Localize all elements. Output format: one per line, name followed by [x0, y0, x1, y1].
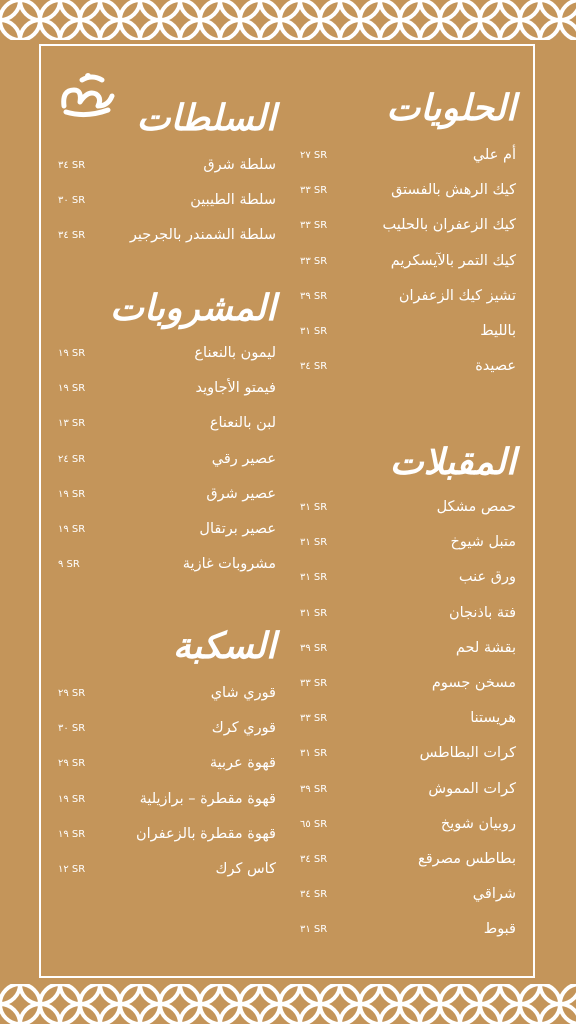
menu-item-name: عصير شرق — [206, 485, 276, 502]
menu-item-name: مشروبات غازية — [182, 556, 276, 573]
menu-item-name: قهوة مقطرة بالزعفران — [135, 825, 276, 842]
menu-item-price: ٣٤ SR — [58, 230, 86, 242]
left-section-heading-1: المشروبات — [109, 287, 276, 329]
menu-item-name: أم علي — [472, 147, 516, 163]
menu-item-name: كيك الزعفران بالحليب — [382, 217, 516, 234]
menu-item-price: ١٩ SR — [58, 828, 86, 840]
menu-item-name: كيك التمر بالآيسكريم — [390, 252, 516, 269]
menu-item-name: كرات البطاطس — [419, 745, 516, 762]
menu-item-name: حمص مشكل — [436, 499, 516, 515]
menu-item-price: ٢٩ SR — [58, 688, 86, 699]
menu-item-price: ١٩ SR — [58, 793, 86, 805]
menu-item-price: ٩ SR — [58, 559, 80, 571]
menu-item-price: ٣٤ SR — [58, 160, 86, 171]
menu-item-name: لبن بالنعناع — [209, 415, 276, 432]
menu-item-name: سلطة الطيبين — [190, 192, 276, 209]
menu-item-price: ٣٩ SR — [300, 783, 328, 795]
menu-item-name: ورق عنب — [458, 569, 516, 586]
left-section-heading-0: السلطات — [136, 97, 276, 139]
menu-item-name: كرات المموش — [428, 780, 516, 797]
menu-item-name: ليمون بالنعناع — [194, 345, 276, 361]
menu-item-price: ٣١ SR — [300, 326, 328, 337]
menu-item-name: بالليط — [480, 323, 516, 339]
brand-logo — [58, 68, 118, 120]
menu-item-name: فيمتو الأجاويد — [195, 380, 276, 397]
menu-item-price: ٣١ SR — [300, 748, 328, 760]
menu-item-price: ٣٣ SR — [300, 185, 328, 197]
menu-item-name: شراقي — [472, 886, 516, 903]
menu-item-price: ٣١ SR — [300, 607, 328, 619]
pattern-border-bottom — [0, 984, 576, 1024]
menu-item-price: ٣١ SR — [300, 502, 328, 513]
menu-item-name: بقشة لحم — [455, 639, 516, 656]
menu-item-price: ٣٩ SR — [300, 642, 328, 654]
pattern-border-top — [0, 0, 576, 40]
menu-item-price: ٣٣ SR — [300, 255, 328, 267]
menu-item-price: ٣١ SR — [300, 924, 328, 936]
menu-item-price: ١٩ SR — [58, 524, 86, 535]
menu-item-price: ١٩ SR — [58, 488, 86, 500]
menu-item-price: ٦٥ SR — [300, 818, 328, 830]
menu-item-name: روبيان شويخ — [440, 815, 516, 832]
menu-item-price: ١٢ SR — [58, 864, 86, 875]
menu-item-price: ٣٤ SR — [300, 854, 328, 865]
menu-item-price: ٣٩ SR — [300, 290, 328, 302]
menu-item-name: هريستنا — [470, 710, 516, 727]
menu-item-name: عصيدة — [475, 358, 516, 375]
menu-item-price: ٣٣ SR — [300, 678, 328, 689]
menu-item-name: قوري كرك — [211, 720, 276, 737]
menu-item-price: ١٩ SR — [58, 383, 86, 395]
menu-item-name: متبل شيوخ — [450, 534, 516, 551]
menu-item-price: ٣٠ SR — [58, 723, 86, 735]
menu-item-name: كيك الرهش بالفستق — [391, 182, 516, 199]
menu-item-name: قهوة عربية — [209, 755, 276, 772]
menu-item-name: كاس كرك — [215, 861, 276, 877]
menu-item-price: ٣٣ SR — [300, 220, 328, 232]
menu-item-price: ٣٣ SR — [300, 713, 328, 725]
menu-item-name: بطاطس مصرقع — [418, 851, 516, 867]
left-section-heading-2: السكبة — [172, 625, 276, 667]
right-section-heading-1: المقبلات — [389, 441, 516, 483]
menu-item-price: ٣٠ SR — [58, 195, 86, 207]
menu-item-price: ٣١ SR — [300, 572, 328, 584]
menu-item-name: قبوط — [483, 921, 516, 938]
right-section-heading-0: الحلويات — [386, 87, 516, 129]
menu-item-name: سلطة الشمندر بالجرجير — [129, 227, 276, 244]
menu-item-name: تشيز كيك الزعفران — [398, 287, 516, 304]
menu-item-price: ١٣ SR — [58, 418, 86, 430]
menu-item-name: مسخن جسوم — [431, 675, 516, 691]
menu-item-price: ٢٩ SR — [58, 758, 86, 770]
menu-item-price: ٢٤ SR — [58, 453, 86, 465]
menu-item-price: ١٩ SR — [58, 348, 86, 359]
menu-item-name: فتة باذنجان — [448, 604, 516, 621]
menu-item-price: ٣١ SR — [300, 537, 328, 549]
menu-item-price: ٣٤ SR — [300, 361, 328, 373]
menu-item-name: قوري شاي — [210, 685, 276, 701]
menu-item-name: سلطة شرق — [203, 157, 276, 173]
menu-item-name: قهوة مقطرة – برازيلية — [139, 790, 276, 807]
menu-item-price: ٢٧ SR — [300, 150, 328, 161]
menu-item-price: ٣٤ SR — [300, 889, 328, 901]
menu-item-name: عصير رقي — [211, 450, 276, 467]
menu-item-name: عصير برتقال — [199, 521, 276, 537]
